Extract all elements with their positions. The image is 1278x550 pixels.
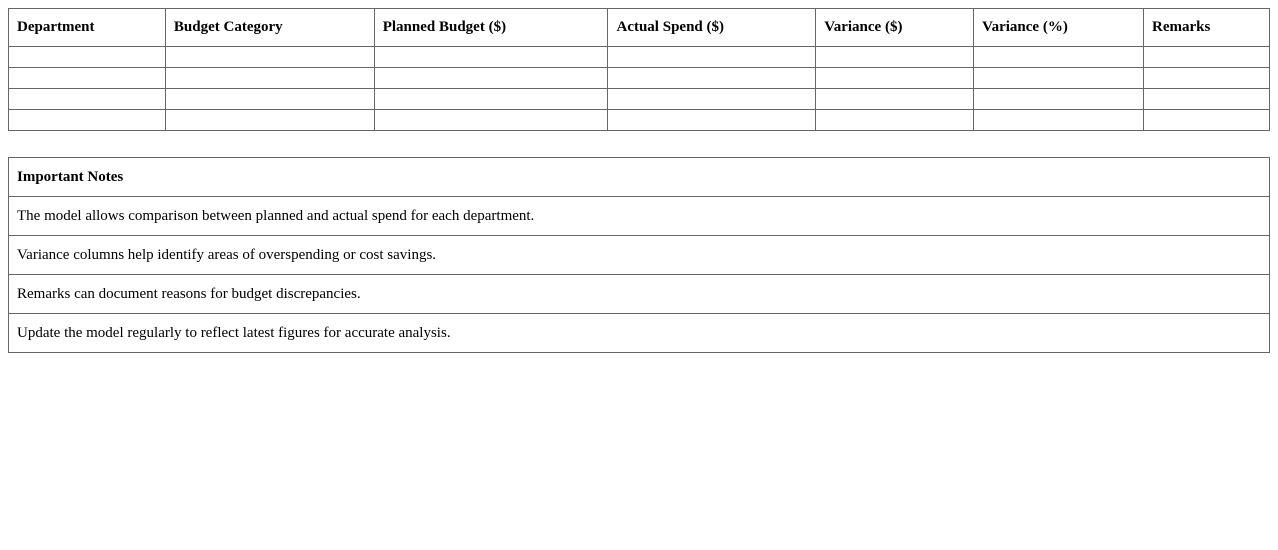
cell-variance-percent[interactable] [974,89,1144,110]
cell-actual-spend[interactable] [608,68,816,89]
header-planned-budget: Planned Budget ($) [374,9,608,47]
note-row [9,197,1270,236]
cell-department[interactable] [9,47,166,68]
note-item: Update the model regularly to reflect latest figures for accurate analysis. [9,314,1270,353]
cell-department[interactable] [9,110,166,131]
header-actual-spend: Actual Spend ($) [608,9,816,47]
notes-header-row [9,158,1270,197]
table-row [9,89,1270,110]
cell-remarks[interactable] [1144,68,1270,89]
header-row [9,9,1270,47]
header-department: Department [9,9,166,47]
note-row [9,275,1270,314]
note-item: Variance columns help identify areas of overspending or cost savings. [9,236,1270,275]
cell-variance-amount[interactable] [816,47,974,68]
cell-variance-percent[interactable] [974,110,1144,131]
table-row [9,47,1270,68]
cell-remarks[interactable] [1144,47,1270,68]
note-item: The model allows comparison between planned and actual spend for each department. [9,197,1270,236]
note-item: Remarks can document reasons for budget discrepancies. [9,275,1270,314]
cell-remarks[interactable] [1144,89,1270,110]
cell-variance-amount[interactable] [816,89,974,110]
cell-actual-spend[interactable] [608,110,816,131]
notes-table [8,157,1270,353]
cell-planned-budget[interactable] [374,68,608,89]
table-row [9,68,1270,89]
cell-actual-spend[interactable] [608,89,816,110]
header-budget-category: Budget Category [165,9,374,47]
cell-department[interactable] [9,89,166,110]
cell-budget-category[interactable] [165,89,374,110]
header-remarks: Remarks [1144,9,1270,47]
cell-variance-percent[interactable] [974,47,1144,68]
table-row [9,110,1270,131]
note-row [9,236,1270,275]
header-variance-amount: Variance ($) [816,9,974,47]
cell-planned-budget[interactable] [374,110,608,131]
cell-budget-category[interactable] [165,47,374,68]
note-row [9,314,1270,353]
cell-planned-budget[interactable] [374,89,608,110]
header-variance-percent: Variance (%) [974,9,1144,47]
budget-table [8,8,1270,131]
cell-remarks[interactable] [1144,110,1270,131]
cell-budget-category[interactable] [165,110,374,131]
cell-budget-category[interactable] [165,68,374,89]
cell-variance-amount[interactable] [816,110,974,131]
cell-department[interactable] [9,68,166,89]
cell-variance-percent[interactable] [974,68,1144,89]
notes-title: Important Notes [9,158,1270,197]
cell-variance-amount[interactable] [816,68,974,89]
cell-planned-budget[interactable] [374,47,608,68]
cell-actual-spend[interactable] [608,47,816,68]
